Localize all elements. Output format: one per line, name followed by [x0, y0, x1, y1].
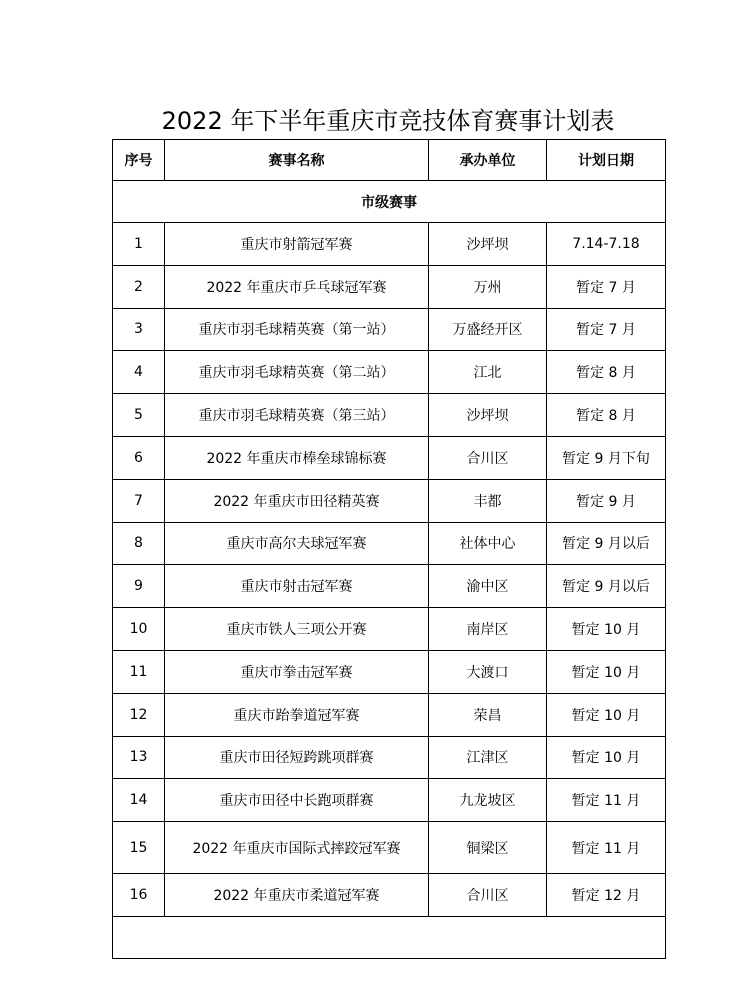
- table-row: [113, 822, 666, 874]
- table-row: [113, 394, 666, 437]
- cell-date: 暂定 9 月: [547, 479, 666, 522]
- cell-no: 15: [113, 822, 165, 874]
- cell-name: 重庆市射箭冠军赛: [165, 223, 429, 266]
- cell-no: 1: [113, 223, 165, 266]
- cell-no: 2: [113, 265, 165, 308]
- cell-name: 重庆市羽毛球精英赛（第二站）: [165, 351, 429, 394]
- table-row: [113, 693, 666, 736]
- cell-host: 大渡口: [429, 650, 547, 693]
- table-row: [113, 351, 666, 394]
- header-name: 赛事名称: [165, 140, 429, 181]
- header-no: 序号: [113, 140, 165, 181]
- cell-date: 暂定 7 月: [547, 265, 666, 308]
- cell-date: 暂定 12 月: [547, 874, 666, 917]
- cell-host: 丰都: [429, 479, 547, 522]
- cell-no: 16: [113, 874, 165, 917]
- table-row: [113, 650, 666, 693]
- cell-date: 暂定 9 月下旬: [547, 436, 666, 479]
- cell-no: 10: [113, 608, 165, 651]
- header-date: 计划日期: [547, 140, 666, 181]
- cell-host: 社体中心: [429, 522, 547, 565]
- table-row: [113, 436, 666, 479]
- cell-no: 8: [113, 522, 165, 565]
- cell-host: 合川区: [429, 436, 547, 479]
- cell-name: 2022 年重庆市乒乓球冠军赛: [165, 265, 429, 308]
- cell-host: 江北: [429, 351, 547, 394]
- event-schedule-table: [112, 139, 666, 959]
- cell-date: 暂定 8 月: [547, 394, 666, 437]
- table-row: [113, 479, 666, 522]
- cell-date: 暂定 11 月: [547, 822, 666, 874]
- cell-host: 万盛经开区: [429, 308, 547, 351]
- table-row: [113, 265, 666, 308]
- cell-no: 13: [113, 736, 165, 779]
- cell-host: 南岸区: [429, 608, 547, 651]
- cell-host: 渝中区: [429, 565, 547, 608]
- table-row: [113, 736, 666, 779]
- cell-name: 重庆市铁人三项公开赛: [165, 608, 429, 651]
- table-row: [113, 874, 666, 917]
- cell-no: 6: [113, 436, 165, 479]
- cell-no: 3: [113, 308, 165, 351]
- cell-date: 暂定 10 月: [547, 650, 666, 693]
- table-row: [113, 522, 666, 565]
- cell-name: 重庆市跆拳道冠军赛: [165, 693, 429, 736]
- empty-row: [113, 916, 666, 958]
- cell-no: 14: [113, 779, 165, 822]
- cell-date: 暂定 9 月以后: [547, 522, 666, 565]
- cell-no: 4: [113, 351, 165, 394]
- cell-name: 2022 年重庆市棒垒球锦标赛: [165, 436, 429, 479]
- cell-date: 暂定 7 月: [547, 308, 666, 351]
- cell-date: 7.14-7.18: [547, 223, 666, 266]
- cell-date: 暂定 8 月: [547, 351, 666, 394]
- cell-no: 9: [113, 565, 165, 608]
- cell-name: 2022 年重庆市国际式摔跤冠军赛: [165, 822, 429, 874]
- section-label: 市级赛事: [113, 181, 666, 223]
- cell-date: 暂定 10 月: [547, 693, 666, 736]
- table-row: [113, 608, 666, 651]
- cell-name: 重庆市田径短跨跳项群赛: [165, 736, 429, 779]
- table-row: [113, 565, 666, 608]
- header-host: 承办单位: [429, 140, 547, 181]
- cell-host: 九龙坡区: [429, 779, 547, 822]
- cell-host: 荣昌: [429, 693, 547, 736]
- table-row: [113, 779, 666, 822]
- cell-host: 沙坪坝: [429, 394, 547, 437]
- cell-date: 暂定 10 月: [547, 608, 666, 651]
- cell-host: 合川区: [429, 874, 547, 917]
- cell-no: 11: [113, 650, 165, 693]
- header-row: [113, 140, 666, 181]
- cell-name: 重庆市羽毛球精英赛（第三站）: [165, 394, 429, 437]
- empty-cell: [113, 916, 666, 958]
- cell-host: 铜梁区: [429, 822, 547, 874]
- cell-name: 重庆市高尔夫球冠军赛: [165, 522, 429, 565]
- cell-host: 江津区: [429, 736, 547, 779]
- page-title: 2022 年下半年重庆市竞技体育赛事计划表: [161, 107, 615, 135]
- table-row: [113, 308, 666, 351]
- cell-host: 万州: [429, 265, 547, 308]
- cell-name: 重庆市射击冠军赛: [165, 565, 429, 608]
- cell-date: 暂定 9 月以后: [547, 565, 666, 608]
- cell-name: 重庆市田径中长跑项群赛: [165, 779, 429, 822]
- cell-date: 暂定 11 月: [547, 779, 666, 822]
- cell-no: 5: [113, 394, 165, 437]
- cell-no: 7: [113, 479, 165, 522]
- section-row: [113, 181, 666, 223]
- cell-name: 2022 年重庆市田径精英赛: [165, 479, 429, 522]
- cell-host: 沙坪坝: [429, 223, 547, 266]
- table-row: [113, 223, 666, 266]
- cell-name: 重庆市羽毛球精英赛（第一站）: [165, 308, 429, 351]
- cell-date: 暂定 10 月: [547, 736, 666, 779]
- cell-no: 12: [113, 693, 165, 736]
- cell-name: 2022 年重庆市柔道冠军赛: [165, 874, 429, 917]
- cell-name: 重庆市拳击冠军赛: [165, 650, 429, 693]
